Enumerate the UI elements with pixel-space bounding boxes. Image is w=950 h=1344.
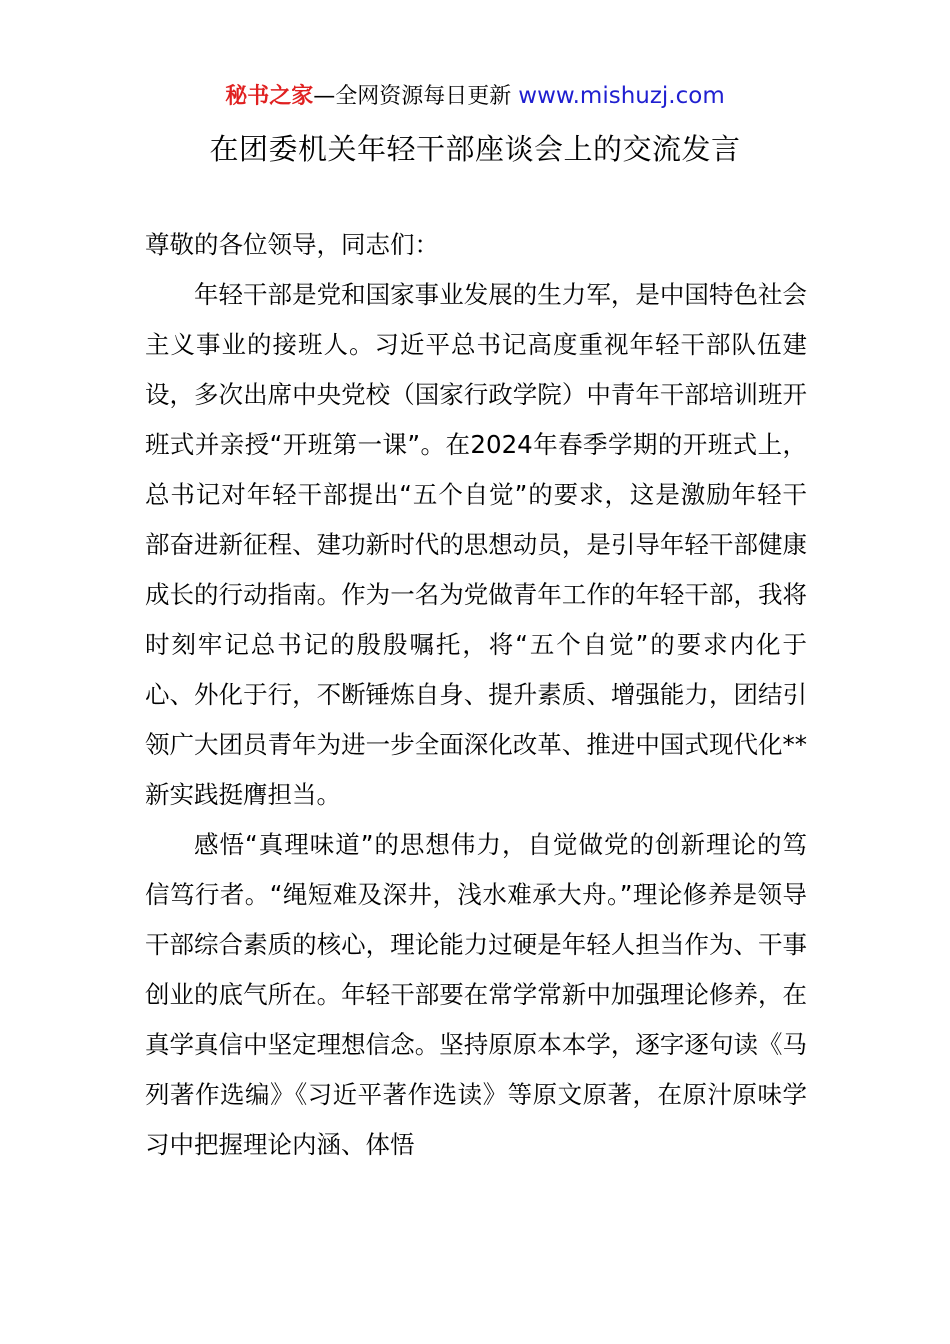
site-header — [0, 80, 950, 113]
document-body — [145, 220, 807, 1170]
header-tagline: —全网资源每日更新 — [313, 84, 512, 109]
salutation: 尊敬的各位领导，同志们： — [145, 230, 439, 259]
site-url-link[interactable]: www.mishuzj.com — [518, 83, 725, 109]
paragraph-1: 年轻干部是党和国家事业发展的生力军，是中国特色社会主义事业的接班人。习近平总书记高度重视年轻干部队伍建设，多次出席中央党校（国家行政学院）中青年干部培训班开班式并亲授“开班第一课”。在2024年春季学期的开班式上，总书记对年轻干部提出“五个自觉”的要求，这是激励年轻干部奋进新征程、建功新时代的思想动员，是引导年轻干部健康成长的行动指南。作为一名为党做青年工作的年轻干部，我将时刻牢记总书记的殷殷嘱托，将“五个自觉”的要求内化于心、外化于行，不断锤炼自身、提升素质、增强能力，团结引领广大团员青年为进一步全面深化改革、推进中国式现代化**新实践挺膺担当。 — [145, 280, 807, 809]
document-title: 在团委机关年轻干部座谈会上的交流发言 — [209, 132, 741, 166]
paragraph-2: 感悟“真理味道”的思想伟力，自觉做党的创新理论的笃信笃行者。“绳短难及深井，浅水难承大舟。”理论修养是领导干部综合素质的核心，理论能力过硬是年轻人担当作为、干事创业的底气所在。年轻干部要在常学常新中加强理论修养，在真学真信中坚定理想信念。坚持原原本本学，逐字逐句读《马列著作选编》《习近平著作选读》等原文原著，在原汁原味学习中把握理论内涵、体悟 — [145, 830, 807, 1159]
brand-name: 秘书之家 — [225, 84, 314, 109]
